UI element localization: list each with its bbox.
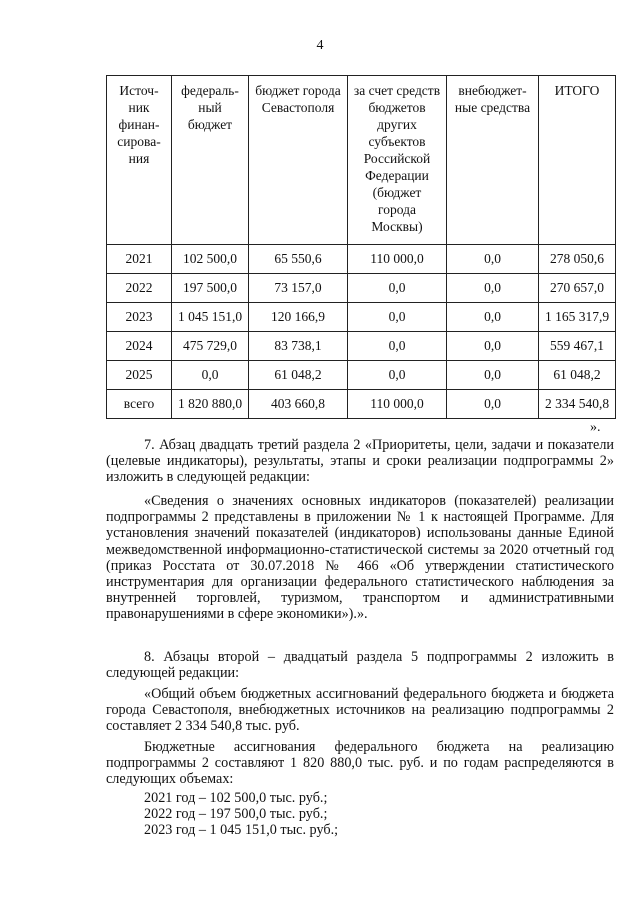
table-cell: 0,0 bbox=[447, 361, 539, 390]
table-cell: 65 550,6 bbox=[249, 245, 348, 274]
header-other-subjects-label: за счет средств бюджетов других субъектов Российской Федерации (бюджет города Москвы) bbox=[353, 83, 441, 234]
header-federal-label: федераль- ный бюджет bbox=[181, 83, 239, 132]
table-cell: 61 048,2 bbox=[539, 361, 616, 390]
table-cell: всего bbox=[107, 390, 172, 419]
table-cell: 1 820 880,0 bbox=[172, 390, 249, 419]
paragraph-8-text: 8. Абзацы второй – двадцатый раздела 5 подпрограммы 2 изложить в следующей редакции: bbox=[106, 649, 614, 682]
header-sevastopol-label: бюджет города Севастополя bbox=[255, 83, 341, 115]
year-line: 2023 год – 1 045 151,0 тыс. руб.; bbox=[144, 822, 339, 839]
table-row bbox=[107, 332, 616, 361]
table-cell: 270 657,0 bbox=[539, 274, 616, 303]
table-cell: 2021 bbox=[107, 245, 172, 274]
table-cell: 102 500,0 bbox=[172, 245, 249, 274]
header-other-subjects bbox=[348, 76, 447, 245]
header-total bbox=[539, 76, 616, 245]
table-cell: 2024 bbox=[107, 332, 172, 361]
table-cell: 0,0 bbox=[348, 332, 447, 361]
table-cell: 1 045 151,0 bbox=[172, 303, 249, 332]
header-sevastopol bbox=[249, 76, 348, 245]
header-extrabudgetary bbox=[447, 76, 539, 245]
table-cell: 475 729,0 bbox=[172, 332, 249, 361]
header-source-label: Источ- ник финан- сирова- ния bbox=[117, 83, 161, 166]
table-cell: 2022 bbox=[107, 274, 172, 303]
table-row bbox=[107, 303, 616, 332]
table-cell: 1 165 317,9 bbox=[539, 303, 616, 332]
table-cell: 0,0 bbox=[172, 361, 249, 390]
table-row bbox=[107, 245, 616, 274]
table-cell: 559 467,1 bbox=[539, 332, 616, 361]
closing-quote: ». bbox=[590, 420, 601, 435]
table-cell: 0,0 bbox=[348, 303, 447, 332]
header-extrabudgetary-label: внебюджет- ные средства bbox=[454, 83, 531, 115]
year-line: 2021 год – 102 500,0 тыс. руб.; bbox=[144, 790, 328, 806]
table-cell: 110 000,0 bbox=[348, 245, 447, 274]
table-cell: 0,0 bbox=[447, 390, 539, 419]
funding-table bbox=[106, 75, 616, 419]
paragraph-8-continuation bbox=[106, 739, 614, 788]
table-row bbox=[107, 274, 616, 303]
paragraph-7-quote bbox=[106, 493, 614, 623]
table-cell: 110 000,0 bbox=[348, 390, 447, 419]
paragraph-8-quote-text: «Общий объем бюджетных ассигнований федерального бюджета и бюджета города Севастополя, внебюджетных источников на реализацию подпрограммы 2 составляет 2 334 540,8 тыс. руб. bbox=[106, 686, 614, 735]
table-cell: 197 500,0 bbox=[172, 274, 249, 303]
table-row-total bbox=[107, 390, 616, 419]
header-source bbox=[107, 76, 172, 245]
table-cell: 0,0 bbox=[348, 361, 447, 390]
paragraph-7 bbox=[106, 437, 614, 486]
header-federal bbox=[172, 76, 249, 245]
table-cell: 0,0 bbox=[447, 303, 539, 332]
table-cell: 83 738,1 bbox=[249, 332, 348, 361]
paragraph-7-text: 7. Абзац двадцать третий раздела 2 «Приоритеты, цели, задачи и показатели (целевые индикаторы), результаты, этапы и сроки реализации подпрограммы 2» изложить в следующей редакции: bbox=[106, 437, 614, 486]
table-cell: 278 050,6 bbox=[539, 245, 616, 274]
year-line: 2022 год – 197 500,0 тыс. руб.; bbox=[144, 806, 328, 823]
years-list bbox=[106, 790, 614, 839]
table-cell: 120 166,9 bbox=[249, 303, 348, 332]
table-cell: 2 334 540,8 bbox=[539, 390, 616, 419]
table-cell: 61 048,2 bbox=[249, 361, 348, 390]
paragraph-7-quote-text: «Сведения о значениях основных индикаторов (показателей) реализации подпрограммы 2 представлены в приложении № 1 к настоящей Программе. Для установления значений показателей (индикаторов) использованы данные Единой межведомственной информационно-статистической системы за 2020 отчетный год (приказ Росстата от 30.07.2018 № 466 «Об утверждении статистического инструментария для организации федерального статистического наблюдения за внутренней торговлей, туризмом, транспортом и административными правонарушениями в сфере экономики»).». bbox=[106, 493, 614, 623]
header-total-label: ИТОГО bbox=[554, 83, 600, 98]
paragraph-8 bbox=[106, 649, 614, 681]
table-cell: 73 157,0 bbox=[249, 274, 348, 303]
table-cell: 0,0 bbox=[447, 274, 539, 303]
table-cell: 2023 bbox=[107, 303, 172, 332]
table-row bbox=[107, 361, 616, 390]
paragraph-8-continuation-text: Бюджетные ассигнования федерального бюджета на реализацию подпрограммы 2 составляют 1 820 880,0 тыс. руб. и по годам распределяются в следующих объемах: bbox=[106, 739, 614, 788]
table-cell: 0,0 bbox=[447, 245, 539, 274]
table-cell: 0,0 bbox=[447, 332, 539, 361]
table-cell: 2025 bbox=[107, 361, 172, 390]
table-cell: 0,0 bbox=[348, 274, 447, 303]
table-cell: 403 660,8 bbox=[249, 390, 348, 419]
page-number: 4 bbox=[316, 38, 324, 53]
table-header-row bbox=[107, 76, 616, 245]
paragraph-8-quote bbox=[106, 686, 614, 735]
